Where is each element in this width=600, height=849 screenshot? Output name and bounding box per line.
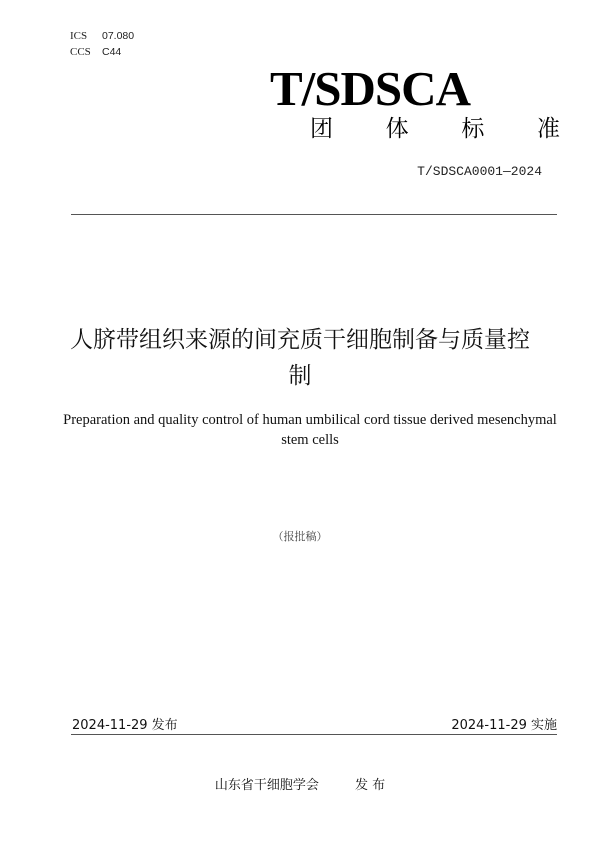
- draft-status: （报批稿）: [272, 530, 328, 543]
- ccs-code: CCS C44: [70, 46, 122, 58]
- footer-divider: [71, 734, 557, 735]
- ics-code: ICS 07.080: [70, 30, 135, 42]
- publish-date: 2024-11-29 发布: [72, 718, 178, 733]
- effective-date: 2024-11-29 实施: [451, 718, 557, 733]
- title-english: Preparation and quality control of human umbilical cord tissue derived mesenchymal stem cells: [63, 412, 557, 448]
- classification-codes: [70, 28, 134, 60]
- header-divider: [71, 214, 557, 215]
- standard-number: T/SDSCA0001—2024: [417, 164, 542, 179]
- publish-label: 发 布: [354, 778, 386, 793]
- title-chinese: 人脐带组织来源的间充质干细胞制备与质量控制: [70, 327, 530, 389]
- group-standard-label: 团 体 标 准: [310, 116, 560, 142]
- brand-logo-text: T/SDSCA: [270, 61, 470, 116]
- publisher-line: [0, 774, 600, 793]
- publisher-name: 山东省干细胞学会: [214, 778, 319, 793]
